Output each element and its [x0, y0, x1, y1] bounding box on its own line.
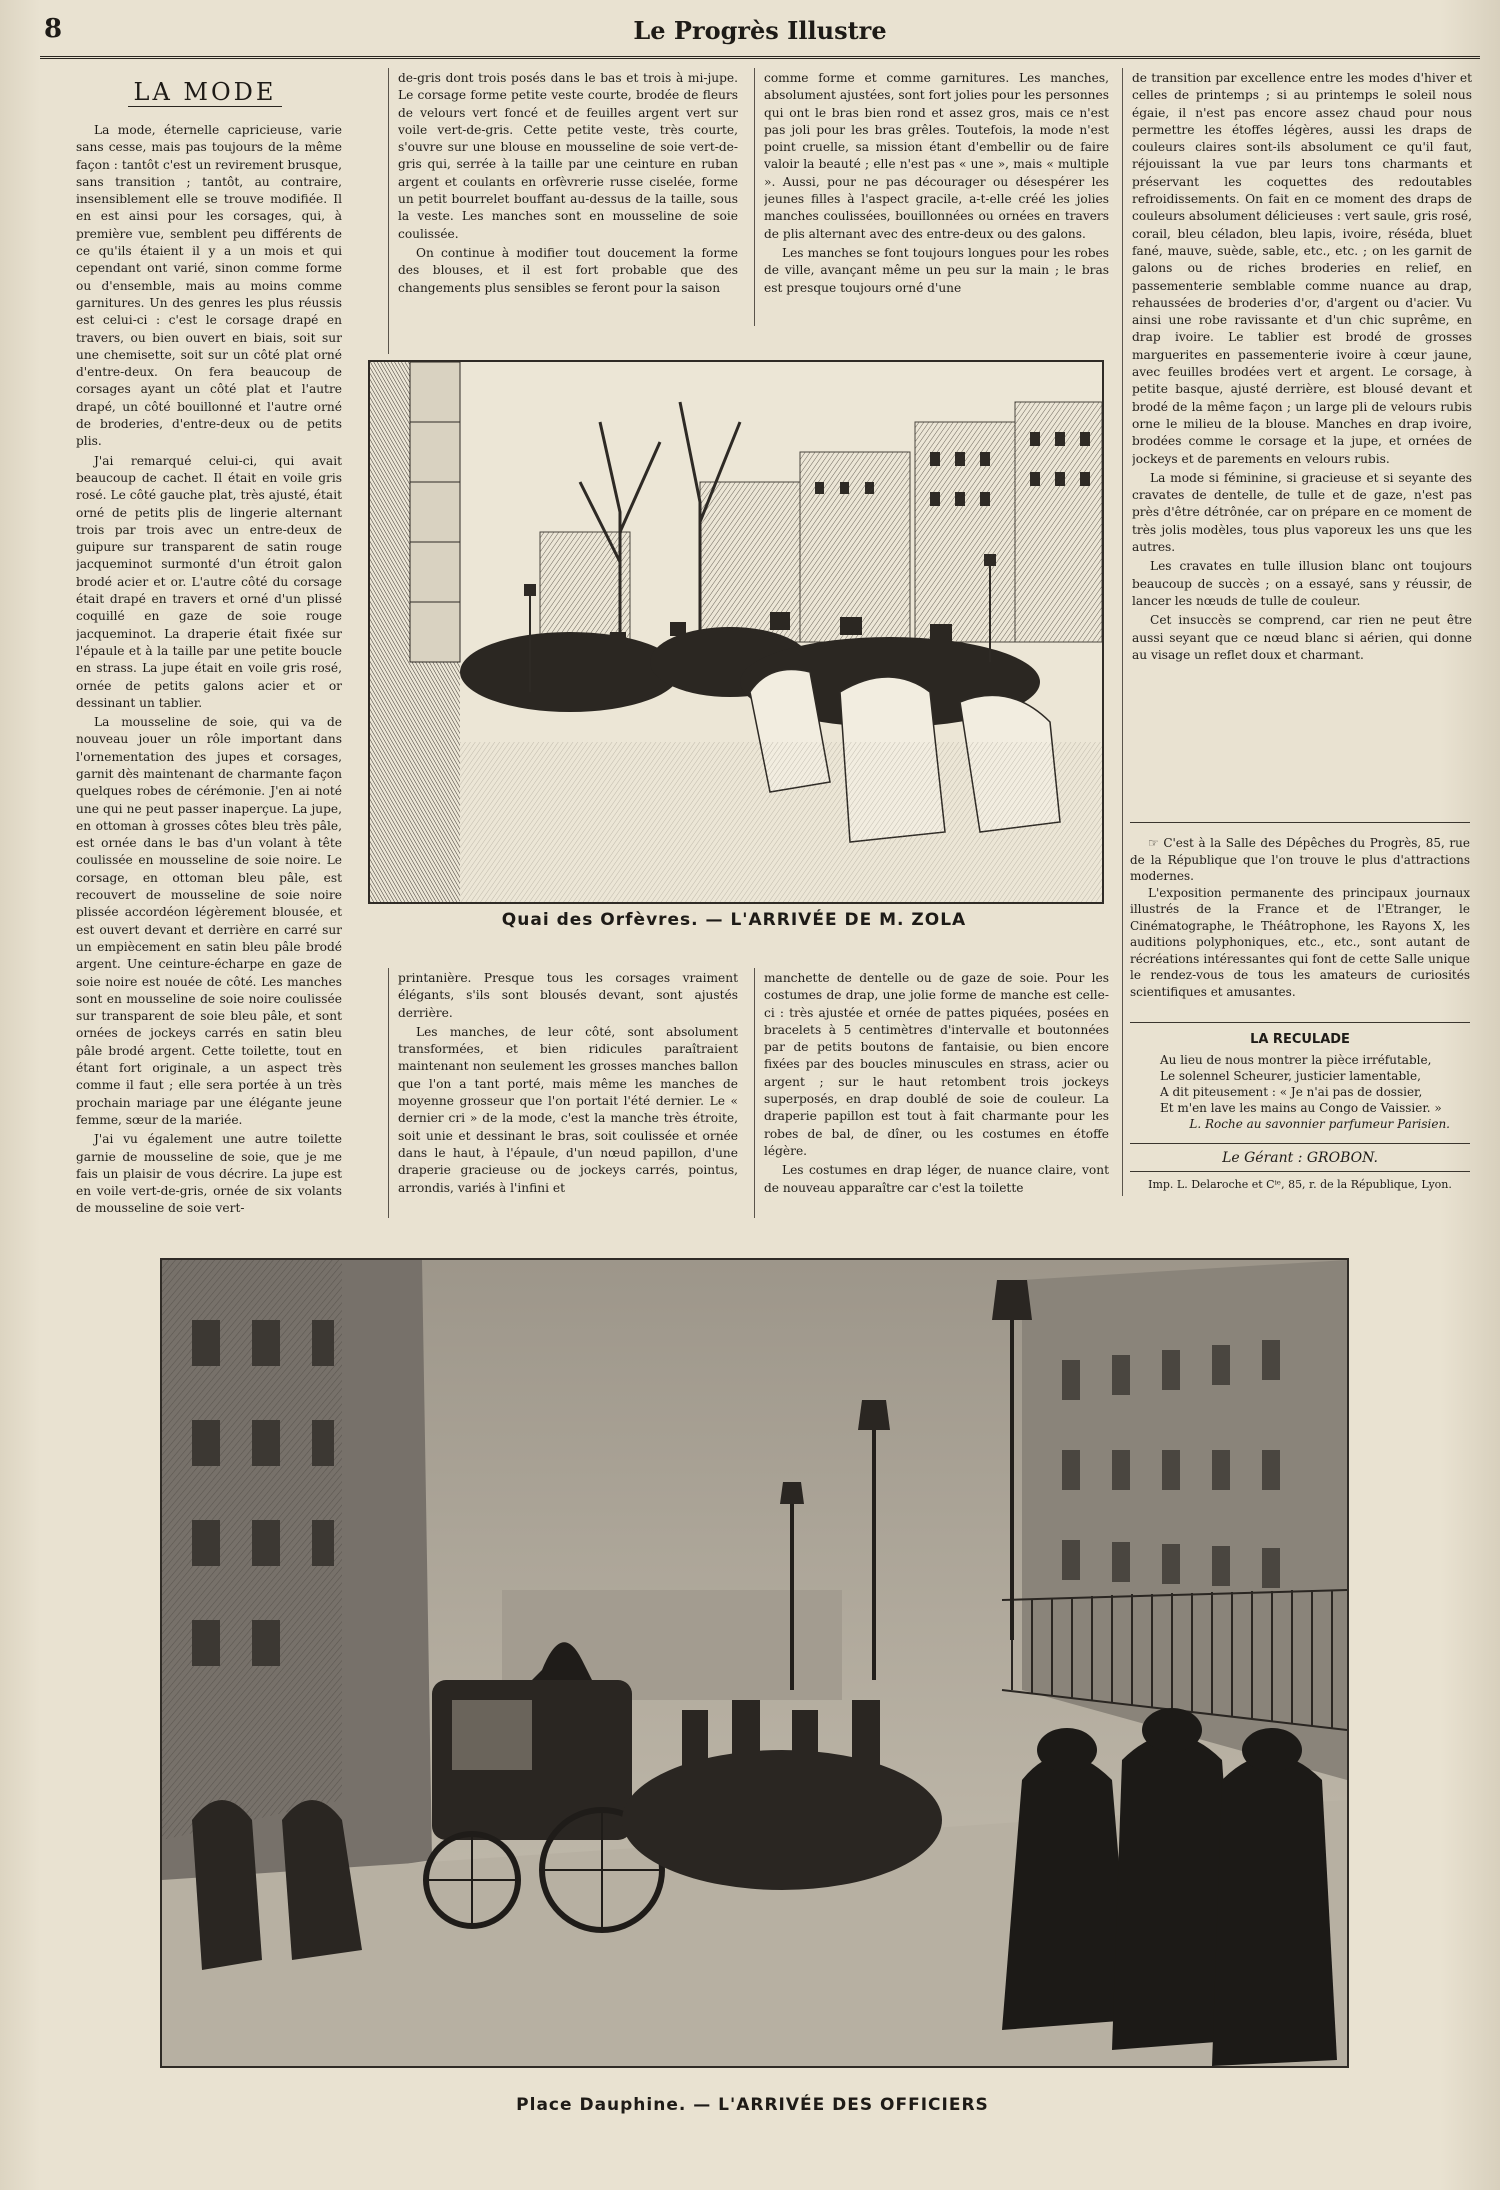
paragraph: L'exposition permanente des principaux journaux illustrés de la France et de l'Etranger, le Cinématographe, le Théâtrophone, les Rayons X, les auditions polyphoniques, etc., etc., sont autant de récréations intéressantes qui font de cette Salle unique le rendez-vous de tous les amateurs de curiosités scientifiques et amusantes.: [1130, 885, 1470, 999]
paragraph: comme forme et comme garnitures. Les manches, absolument ajustées, sont fort jolies pour les personnes qui ont le bras bien rond et assez gros, mais ce n'est pas joli pour les bras grêles. Toutefois, la mode n'est point cruelle, sa mission étant d'embellir ou de faire valoir la beauté ; elle n'est pas « une », mais « multiple ». Aussi, pour ne pas décourager ou désespérer les jeunes filles à l'aspect gracile, a-t-elle créé les jolies manches coulissées, bouillonnées ou ornées en travers de plis alternant avec des entre-deux ou des galons.: [764, 71, 1109, 241]
column-rule: [754, 68, 755, 326]
paragraph: La mode, éternelle capricieuse, varie sans cesse, mais pas toujours de la même façon : tantôt c'est un revirement brusque, sans transition ; tantôt, au contraire, insensiblement elle se trouve modifiée. Il en est ainsi pour les corsages, qui, à première vue, semblent peu différents de ce qu'ils étaient il y a un mois et qui cependant ont varié, sinon comme forme ou d'ensemble, mais au moins comme garnitures. Un des genres les plus réussis est celui-ci : c'est le corsage drapé en travers, ou bien ouvert en biais, soit sur une chemisette, soit sur un côté plat orné d'entre-deux. On fera beaucoup de corsages ayant un côté plat et l'autre drapé, un côté bouillonné et l'autre orné de broderies, d'entre-deux ou de petits plis.: [76, 123, 342, 449]
paragraph: Les cravates en tulle illusion blanc ont toujours beaucoup de succès ; on a essayé, sans y réussir, de lancer les nœuds de tulle de couleur.: [1132, 559, 1472, 608]
poem-line: Au lieu de nous montrer la pièce irréfutable,: [1160, 1053, 1432, 1067]
paragraph: de transition par excellence entre les modes d'hiver et celles de printemps ; si au printemps le soleil nous égaie, il n'est pas encore assez chaud pour nous permettre les étoffes légères, aussi les draps de couleurs claires sont-ils absolument ce qu'il faut, réjouissant la vue par leurs tons charmants et préservant les coquettes des redoutables refroidissements. On fait en ce moment des draps de couleurs absolument délicieuses : vert saule, gris rosé, corail, bleu céladon, bleu lapis, ivoire, réséda, bluet fané, mauve, suède, sable, etc., etc. ; on les garnit de galons ou de riches broderies en relief, en passementerie semblable comme nuance au drap, rehaussées de broderies d'or, d'argent ou d'acier. Vu ainsi une robe ravissante et d'un chic suprême, en drap ivoire. Le tablier est brodé de grosses marguerites en passementerie ivoire à cœur jaune, avec feuilles brodées vert et argent. Le corsage, à petite basque, ajusté derrière, est blousé devant et brodé de la même façon ; un large pli de velours rubis orne le milieu de la blouse. Manches en drap ivoire, brodées comme le corsage et la jupe, et ornées de jockeys et de parements en velours rubis.: [1132, 71, 1472, 466]
page-header: [40, 8, 1480, 56]
mode-title: LA MODE: [70, 78, 340, 106]
paragraph: de-gris dont trois posés dans le bas et trois à mi-jupe. Le corsage forme petite veste courte, brodée de fleurs de velours vert foncé et de feuilles argent vert sur voile vert-de-gris. Cette petite veste, très courte, s'ouvre sur une blouse en mousseline de soie vert-de-gris qui, serrée à la taille par une ceinture en ruban argent et coulants en orfèvrerie russe ciselée, forme un petit bourrelet bouffant au-dessus de la taille, sous la veste. Les manches sont en mousseline de soie coulissée.: [398, 71, 738, 241]
page-number: 8: [44, 14, 63, 44]
paragraph: J'ai remarqué celui-ci, qui avait beaucoup de cachet. Il était en voile gris rosé. Le côté gauche plat, très ajusté, était orné de petits plis de lingerie alternant trois par trois avec un entre-deux de guipure sur transparent de satin rouge jacqueminot surmonté d'un étroit galon brodé acier et or. L'autre côté du corsage était drapé en travers et orné d'un plissé coquillé en gaze de soie rouge jacqueminot. La draperie était fixée sur l'épaule et à la taille par une petite boucle en strass. La jupe était en voile gris rosé, ornée de petits galons acier et or dessinant un tablier.: [76, 453, 342, 710]
illustration-arrivee-officiers: [160, 1258, 1349, 2068]
mode-column-4: [1132, 70, 1472, 810]
paragraph: Les manches, de leur côté, sont absolument transformées, et bien ridicules paraîtraient maintenant non seulement les grosses manches ballon que l'on a tant porté, mais même les manches de moyenne grosseur que l'on portait l'été dernier. Le « dernier cri » de la mode, c'est la manche très étroite, soit unie et dessinant le bras, soit coulissée et ornée dans le haut, à l'épaule, d'un nœud papillon, d'une draperie gracieuse ou de jockeys carrés, pointus, arrondis, variés à l'infini et: [398, 1024, 738, 1195]
engraving-place-dauphine: [162, 1260, 1347, 2066]
poem-line: Le solennel Scheurer, justicier lamentable,: [1160, 1069, 1421, 1083]
mode-column-3-top: [764, 70, 1109, 330]
paragraph: Cet insuccès se comprend, car rien ne peut être aussi seyant que ce nœud blanc si aérien, qui donne au visage un reflet doux et charmant.: [1132, 613, 1472, 662]
gerant-line: Le Gérant : GROBON.: [1222, 1150, 1378, 1166]
mode-column-2-top: [398, 70, 738, 340]
poem-heading: LA RECULADE: [1250, 1032, 1350, 1047]
paragraph: manchette de dentelle ou de gaze de soie. Pour les costumes de drap, une jolie forme de manche est celle-ci : très ajustée et ornée de pattes piquées, posées en bracelets à 5 centimètres d'intervalle et boutonnées par de petits boutons de fantaisie, ou bien encore fixées par des boucles minuscules en strass, acier ou argent ; sur le haut retombent trois jockeys superposés, en drap doublé de soie de couleur. La draperie papillon est tout à fait charmante pour les robes de bal, de dîner, ou les costumes en étoffe légère.: [764, 971, 1109, 1158]
column-rule: [1122, 68, 1123, 1196]
poem-line: Et m'en lave les mains au Congo de Vaissier. »: [1160, 1101, 1442, 1115]
paragraph: printanière. Presque tous les corsages vraiment élégants, s'ils sont blousés devant, sont ajustés derrière.: [398, 971, 738, 1020]
caption-bottom-illustration: Place Dauphine. — L'ARRIVÉE DES OFFICIERS: [516, 2095, 989, 2115]
imprint-line: Imp. L. Delaroche et Cⁱᵉ, 85, r. de la République, Lyon.: [1148, 1178, 1452, 1191]
paragraph: Les costumes en drap léger, de nuance claire, vont de nouveau apparaître car c'est la toilette: [764, 1163, 1109, 1195]
poem-line: A dit piteusement : « Je n'ai pas de dossier,: [1160, 1085, 1423, 1099]
section-rule: [1130, 822, 1470, 823]
poem-la-reculade: [1130, 1032, 1470, 1132]
mode-column-2-bottom: [398, 970, 738, 1210]
engraving-crowd-scene: [370, 362, 1102, 902]
column-rule: [388, 68, 389, 354]
masthead-title: Le Progrès Illustre: [633, 16, 887, 45]
notice-salle-des-depeches: [1130, 835, 1470, 1000]
paragraph: ☞ C'est à la Salle des Dépêches du Progrès, 85, rue de la République que l'on trouve le plus d'attractions modernes.: [1130, 836, 1470, 883]
section-rule: [1130, 1143, 1470, 1144]
paragraph: J'ai vu également une autre toilette garnie de mousseline de soie, que je me fais un plaisir de vous décrire. La jupe est en voile vert-de-gris, ornée de six volants de mousseline de soie vert-: [76, 1132, 342, 1216]
mode-column-1: [76, 122, 342, 1217]
illustration-arrivee-zola: [368, 360, 1104, 904]
mode-column-3-bottom: [764, 970, 1109, 1210]
column-rule: [388, 968, 389, 1218]
section-rule: [1130, 1171, 1470, 1172]
header-rule: [40, 56, 1480, 59]
poem-signature: L. Roche au savonnier parfumeur Parisien.: [1189, 1117, 1450, 1131]
paragraph: On continue à modifier tout doucement la forme des blouses, et il est fort probable que des changements plus sensibles se feront pour la saison: [398, 245, 738, 295]
section-rule: [1130, 1022, 1470, 1023]
caption-top-illustration: Quai des Orfèvres. — L'ARRIVÉE DE M. ZOLA: [501, 910, 967, 930]
paragraph: Les manches se font toujours longues pour les robes de ville, avançant même un peu sur la main ; le bras est presque toujours orné d'une: [764, 245, 1109, 295]
column-rule: [754, 968, 755, 1218]
paragraph: La mousseline de soie, qui va de nouveau jouer un rôle important dans l'ornementation des jupes et corsages, garnit dès maintenant de charmante façon quelques robes de cérémonie. J'en ai noté une qui ne peut passer inaperçue. La jupe, en ottoman à grosses côtes bleu très pâle, est ornée dans le bas d'un volant à tête coulissée en mousseline de soie noire. Le corsage, en ottoman bleu pâle, est recouvert de mousseline de soie noire plissée accordéon légèrement blousée, et est ouvert devant et derrière en carré sur un empiècement en satin bleu pâle brodé argent. Une ceinture-écharpe en gaze de soie noire est nouée de côté. Les manches sont en mousseline de soie noire coulissée sur transparent de soie bleu pâle, et sont ornées de jockeys carrés en satin bleu pâle brodé argent. Cette toilette, tout en étant fort originale, a un aspect très comme il faut ; elle sera portée à un très prochain mariage par une élégante jeune femme, sœur de la mariée.: [76, 715, 342, 1127]
paragraph: La mode si féminine, si gracieuse et si seyante des cravates de dentelle, de tulle et de gaze, n'est pas près d'être détrônée, car on prépare en ce moment de très jolis modèles, tous plus vaporeux les uns que les autres.: [1132, 470, 1472, 555]
